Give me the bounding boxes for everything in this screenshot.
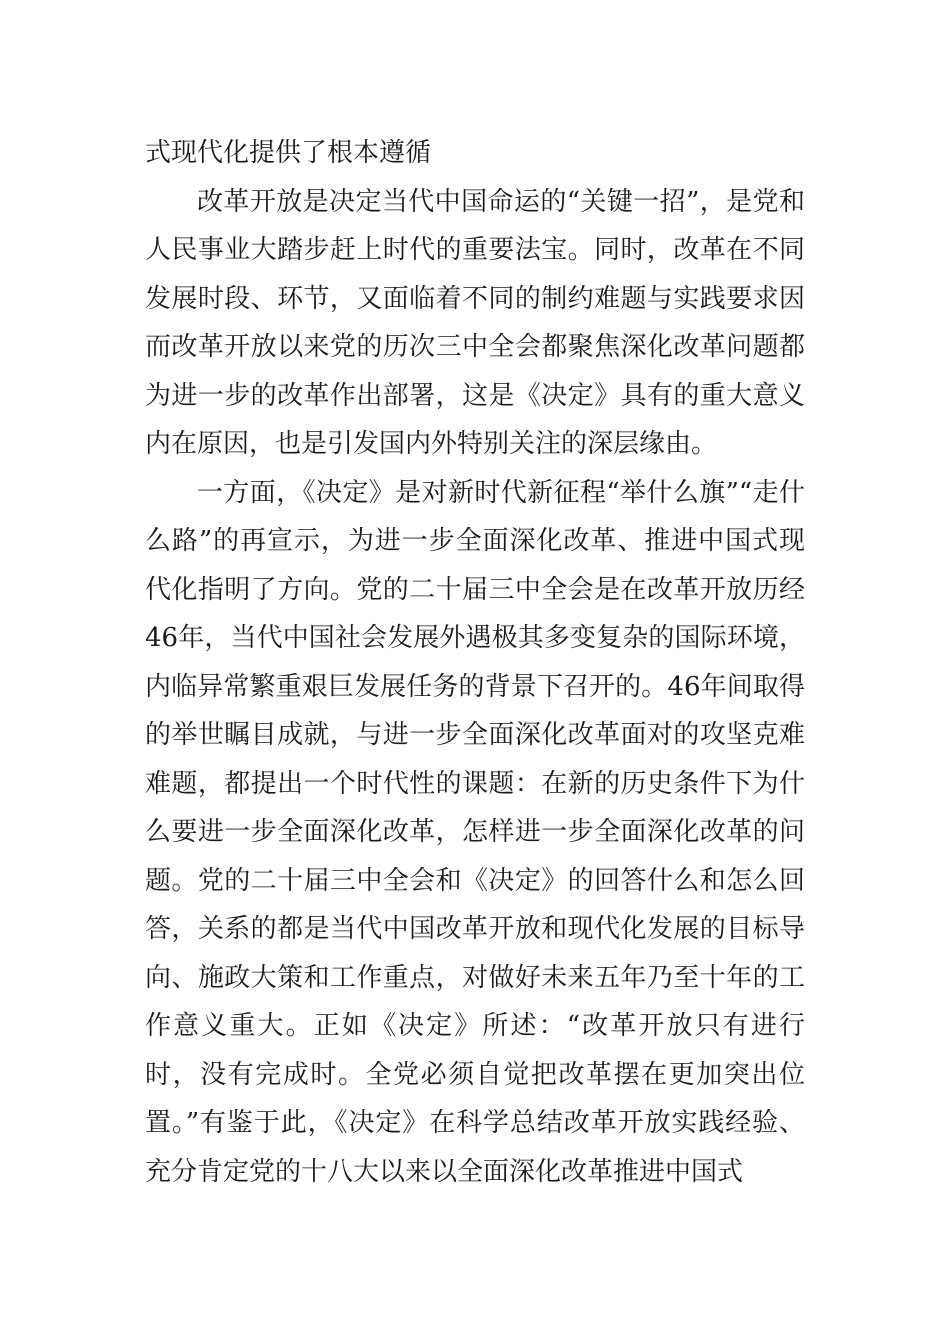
paragraph-reform-significance: 改革开放是决定当代中国命运的“关键一招”，是党和人民事业大踏步赶上时代的重要法宝。同时，改革在不同发展时段、环节，又面临着不同的制约难题与实践要求因而改革开放以来党的历次三中全会都聚焦深化改革问题都为进一步的改革作出部署，这是《决定》具有的重大意义内在原因，也是引发国内外特别关注的深层缘由。 <box>145 186 805 459</box>
paragraph-decision-direction: 一方面，《决定》是对新时代新征程“举什么旗”“走什么路”的再宣示，为进一步全面深化改革、推进中国式现代化指明了方向。党的二十届三中全会是在改革开放历经46年，当代中国社会发展外遇极其多变复杂的国际环境，内临异常繁重艰巨发展任务的背景下召开的。46年间取得的举世瞩目成就，与进一步全面深化改革面对的攻坚克难难题，都提出一个时代性的课题：在新的历史条件下为什么要进一步全面深化改革，怎样进一步全面深化改革的问题。党的二十届三中全会和《决定》的回答什么和怎么回答，关系的都是当代中国改革开放和现代化发展的目标导向、施政大策和工作重点，对做好未来五年乃至十年的工作意义重大。正如《决定》所述：“改革开放只有进行时，没有完成时。全党必须自觉把改革摆在更加突出位置。”有鉴于此，《决定》在科学总结改革开放实践经验、充分肯定党的十八大以来以全面深化改革推进中国式 <box>145 477 805 1187</box>
paragraph-continuation: 式现代化提供了根本遵循 <box>145 138 432 168</box>
document-body <box>145 129 805 1196</box>
